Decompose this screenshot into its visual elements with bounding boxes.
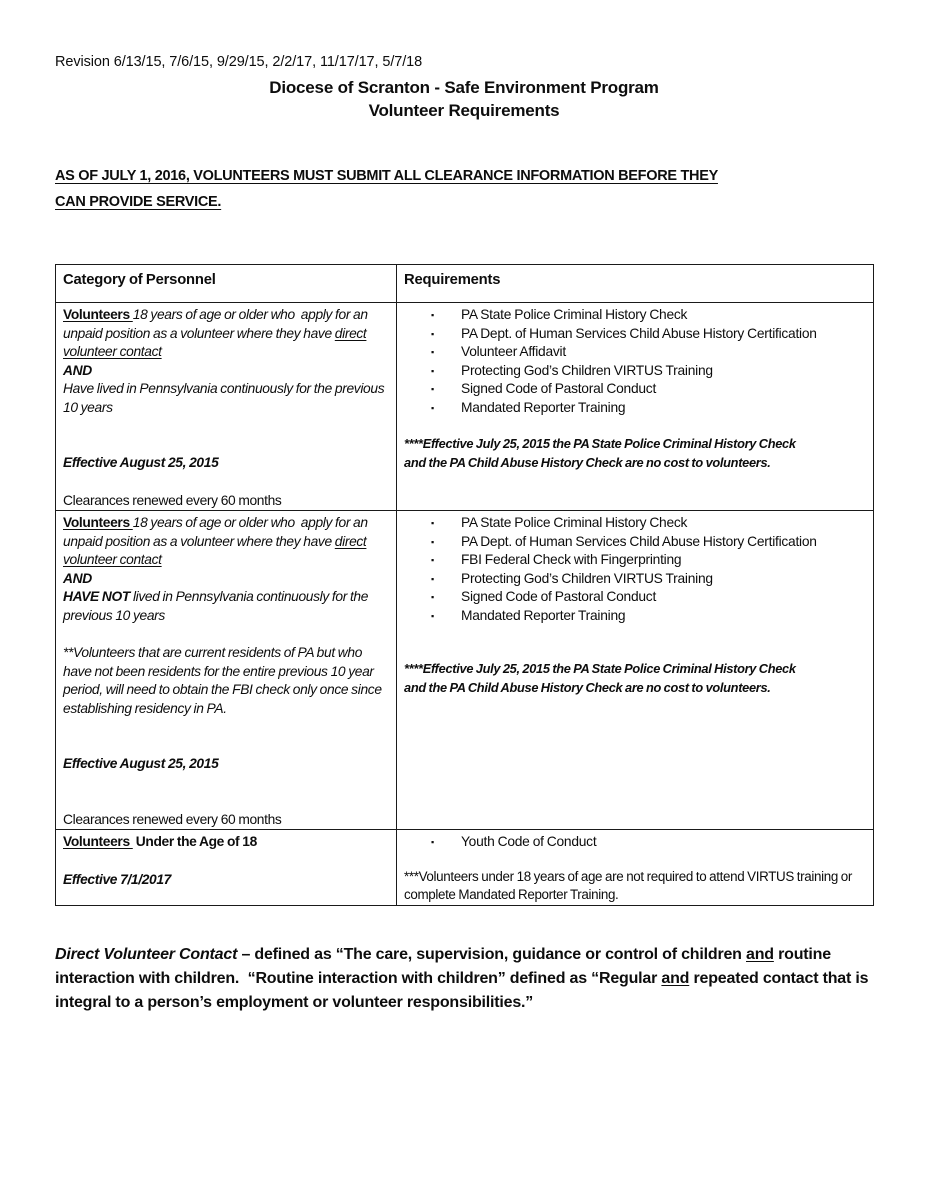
category-cell-row2 [56,511,397,830]
bullet-label: Protecting God’s Children VIRTUS Training [461,570,713,586]
title-line-2: Volunteer Requirements [368,101,560,120]
definition-part-3: repeated contact that is integral to a person’s employment or volunteer responsibilities.” [55,969,873,1011]
bullet-label: Youth Code of Conduct [461,834,597,849]
bullet-label: FBI Federal Check with Fingerprinting [461,552,682,567]
bullet-list [404,514,865,625]
category-description [63,514,388,570]
col-header-requirements: Requirements [397,265,874,303]
bullet-item [404,588,865,607]
row-volunteers-pa-resident [56,303,874,511]
definition-part-2: routine interaction with children. “Routine interaction with children” defined as “Regular [55,945,836,987]
bullet-item [404,833,865,852]
bullet-item [404,551,865,570]
bullet-label: Protecting God’s Children VIRTUS Training [461,362,713,378]
bullet-icon: ▪ [431,310,434,320]
category-intro-text: 18 years of age or older who apply for an unpaid position as a volunteer where they have [63,307,371,341]
row-volunteers-under-18 [56,830,874,906]
bullet-icon: ▪ [431,518,434,528]
fee-waiver-note-line-2: and the PA Child Abuse History Check are no cost to volunteers. [404,454,771,470]
bullet-label: Signed Code of Pastoral Conduct [461,589,657,604]
definition-and-1: and [746,945,774,963]
effective-date: Effective August 25, 2015 [63,455,219,470]
title-line-1: Diocese of Scranton - Safe Environment Program [269,78,659,97]
notice-line-1: AS OF JULY 1, 2016, VOLUNTEERS MUST SUBMIT ALL CLEARANCE INFORMATION BEFORE THEY [55,168,718,184]
bullet-item [404,343,865,362]
document-title [55,76,873,122]
bullet-icon: ▪ [431,592,434,602]
bullet-item [404,533,865,552]
effective-date: Effective 7/1/2017 [63,871,172,887]
effective-date: Effective August 25, 2015 [63,756,219,771]
volunteers-term: Volunteers [63,515,133,530]
bullet-icon: ▪ [431,347,434,357]
category-intro-text: 18 years of age or older who apply for an unpaid position as a volunteer where they have [63,515,371,549]
bullet-label: PA Dept. of Human Services Child Abuse History Certification [461,325,817,341]
bullet-label: Signed Code of Pastoral Conduct [461,381,657,396]
category-cell-row1 [56,303,397,511]
notice-heading [55,163,873,215]
fee-waiver-note-line-1: ****Effective July 25, 2015 the PA State Police Criminal History Check [404,436,796,451]
direct-volunteer-contact-phrase: direct volunteer contact [63,533,367,567]
bullet-label: Mandated Reporter Training [461,607,626,623]
table-header-row [56,265,874,303]
bullet-label: Volunteer Affidavit [461,344,566,359]
bullet-item [404,570,865,589]
under-18-title-rest: Under the Age of 18 [132,834,257,849]
category-description [63,833,388,852]
renewal-note: Clearances renewed every 60 months [63,811,282,827]
notice-line-2: CAN PROVIDE SERVICE. [55,194,222,210]
bullet-list [404,306,865,417]
renewal-note: Clearances renewed every 60 months [63,492,282,508]
row-volunteers-non-resident [56,511,874,830]
residency-condition [63,588,388,625]
fee-waiver-note-line-1: ****Effective July 25, 2015 the PA State Police Criminal History Check [404,661,796,676]
and-label: AND [63,570,92,586]
under-18-note: ***Volunteers under 18 years of age are not required to attend VIRTUS training or complete Mandated Reporter Training. [404,868,853,902]
fee-waiver-note [404,660,865,697]
volunteers-term: Volunteers [63,834,133,849]
category-description [63,306,388,362]
have-not-emphasis: HAVE NOT [63,589,130,604]
revision-line: Revision 6/13/15, 7/6/15, 9/29/15, 2/2/17, 11/17/17, 5/7/18 [55,54,423,70]
bullet-item [404,380,865,399]
bullet-icon: ▪ [431,328,434,339]
definition-paragraph [55,943,873,1015]
bullet-icon: ▪ [431,837,434,847]
bullet-icon: ▪ [431,573,434,584]
bullet-icon: ▪ [431,402,434,413]
category-cell-row3 [56,830,397,906]
volunteers-term: Volunteers [63,307,133,322]
residency-condition-rest: lived in Pennsylvania continuously for the previous 10 years [63,589,372,623]
bullet-label: PA State Police Criminal History Check [461,307,688,322]
bullet-item [404,362,865,381]
requirements-cell-row2 [397,511,874,830]
fbi-residency-note: **Volunteers that are current residents of PA but who have not been residents for the entire previous 10 year period, will need to obtain the FBI check only once since establishing residency in PA. [63,645,382,716]
bullet-item [404,514,865,533]
bullet-icon: ▪ [431,384,434,394]
bullet-label: Mandated Reporter Training [461,399,626,415]
requirements-table [55,264,874,906]
bullet-list [404,833,865,852]
requirements-cell-row1 [397,303,874,511]
definition-and-2: and [661,969,690,987]
bullet-item [404,607,865,626]
bullet-item [404,325,865,344]
definition-part-1: – defined as “The care, supervision, guidance or control of children [237,945,746,963]
bullet-label: PA Dept. of Human Services Child Abuse History Certification [461,533,817,549]
bullet-item [404,306,865,325]
requirements-cell-row3 [397,830,874,906]
bullet-icon: ▪ [431,610,434,621]
fee-waiver-note [404,435,865,472]
residency-condition: Have lived in Pennsylvania continuously for the previous 10 years [63,381,385,415]
and-label: AND [63,362,92,378]
fee-waiver-note-line-2: and the PA Child Abuse History Check are no cost to volunteers. [404,679,771,695]
definition-term: Direct Volunteer Contact [55,945,238,963]
bullet-icon: ▪ [431,536,434,547]
bullet-icon: ▪ [431,365,434,376]
col-header-category: Category of Personnel [56,265,397,303]
bullet-label: PA State Police Criminal History Check [461,515,688,530]
bullet-icon: ▪ [431,555,434,565]
direct-volunteer-contact-phrase: direct volunteer contact [63,325,367,359]
bullet-item [404,399,865,418]
